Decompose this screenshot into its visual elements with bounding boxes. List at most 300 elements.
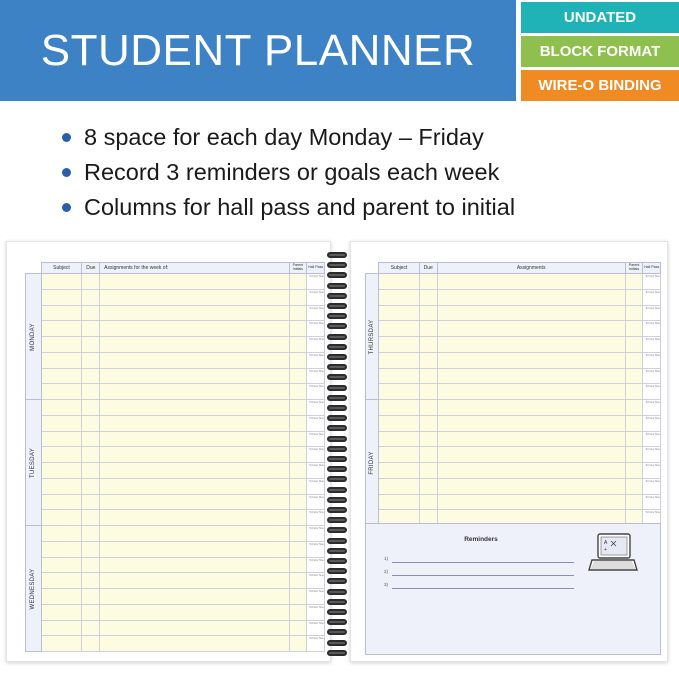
left-assignment-grid <box>25 262 325 652</box>
hall-pass-cell[interactable]: To From Time <box>307 620 325 636</box>
table-row <box>366 352 661 368</box>
svg-text:A: A <box>604 540 608 546</box>
table-row <box>26 620 325 636</box>
parent-initials-cell[interactable] <box>289 368 307 384</box>
assignment-cell[interactable] <box>100 510 289 526</box>
table-row <box>26 463 325 479</box>
assignment-cell[interactable] <box>437 478 625 494</box>
assignment-cell[interactable] <box>100 289 289 305</box>
hall-pass-cell[interactable]: To From Time <box>643 415 661 431</box>
parent-initials-cell[interactable] <box>625 478 643 494</box>
day-label-cell <box>26 526 42 652</box>
parent-initials-header: Parent Initials <box>625 263 643 274</box>
day-label-cell <box>26 400 42 526</box>
hall-pass-cell[interactable]: To From Time <box>643 384 661 400</box>
hall-pass-cell[interactable]: To From Time <box>307 463 325 479</box>
spiral-coil <box>327 364 347 371</box>
parent-initials-cell[interactable] <box>289 463 307 479</box>
due-cell[interactable] <box>419 352 437 368</box>
hall-pass-cell[interactable]: To From Time <box>307 321 325 337</box>
subject-cell[interactable] <box>379 321 420 337</box>
subject-cell[interactable] <box>379 431 420 447</box>
bullet-dot-icon <box>62 203 71 212</box>
spiral-coil <box>327 619 347 626</box>
due-cell[interactable] <box>82 305 100 321</box>
due-cell[interactable] <box>419 447 437 463</box>
subject-cell[interactable] <box>41 636 82 652</box>
due-cell[interactable] <box>82 620 100 636</box>
assignment-cell[interactable] <box>437 321 625 337</box>
due-cell[interactable] <box>82 368 100 384</box>
due-cell[interactable] <box>82 274 100 290</box>
hall-pass-cell[interactable]: To From Time <box>643 447 661 463</box>
subject-cell[interactable] <box>41 478 82 494</box>
table-row <box>366 431 661 447</box>
subject-cell[interactable] <box>41 589 82 605</box>
due-cell[interactable] <box>82 589 100 605</box>
spiral-coil <box>327 293 347 300</box>
due-cell[interactable] <box>82 431 100 447</box>
assignment-cell[interactable] <box>100 463 289 479</box>
due-cell[interactable] <box>82 573 100 589</box>
assignment-cell[interactable] <box>100 494 289 510</box>
due-cell[interactable] <box>419 368 437 384</box>
due-cell[interactable] <box>419 321 437 337</box>
table-row <box>26 368 325 384</box>
subject-cell[interactable] <box>41 447 82 463</box>
spiral-coil <box>327 262 347 269</box>
subject-cell[interactable] <box>41 463 82 479</box>
parent-initials-cell[interactable] <box>289 478 307 494</box>
due-cell[interactable] <box>82 526 100 542</box>
parent-initials-cell[interactable] <box>289 274 307 290</box>
assignment-cell[interactable] <box>100 604 289 620</box>
assignment-cell[interactable] <box>100 274 289 290</box>
subject-cell[interactable] <box>41 368 82 384</box>
hall-pass-cell[interactable]: To From Time <box>307 573 325 589</box>
right-assignment-grid <box>365 262 661 526</box>
subject-cell[interactable] <box>41 541 82 557</box>
parent-initials-cell[interactable] <box>625 415 643 431</box>
hall-pass-cell[interactable]: To From Time <box>643 337 661 353</box>
due-cell[interactable] <box>82 557 100 573</box>
assignment-cell[interactable] <box>100 557 289 573</box>
subject-cell[interactable] <box>41 321 82 337</box>
assignment-cell[interactable] <box>100 447 289 463</box>
due-cell[interactable] <box>82 352 100 368</box>
assignment-cell[interactable] <box>437 289 625 305</box>
due-cell[interactable] <box>82 478 100 494</box>
hall-pass-cell[interactable]: To From Time <box>307 289 325 305</box>
table-row <box>26 447 325 463</box>
parent-initials-cell[interactable] <box>289 510 307 526</box>
assignment-cell[interactable] <box>100 400 289 416</box>
subject-cell[interactable] <box>379 352 420 368</box>
due-cell[interactable] <box>419 463 437 479</box>
hall-pass-cell[interactable]: To From Time <box>643 352 661 368</box>
hall-pass-cell[interactable]: To From Time <box>307 384 325 400</box>
spiral-coil <box>327 374 347 381</box>
assignment-cell[interactable] <box>437 305 625 321</box>
parent-initials-cell[interactable] <box>289 526 307 542</box>
hall-pass-cell[interactable]: To From Time <box>643 510 661 526</box>
assignment-cell[interactable] <box>437 431 625 447</box>
wire-o-spiral-binding <box>327 252 347 664</box>
parent-initials-cell[interactable] <box>625 352 643 368</box>
due-cell[interactable] <box>82 447 100 463</box>
table-row <box>26 305 325 321</box>
reminder-line: 2) <box>384 569 574 577</box>
parent-initials-cell[interactable] <box>625 321 643 337</box>
parent-initials-cell[interactable] <box>289 431 307 447</box>
subject-cell[interactable] <box>379 368 420 384</box>
feature-list <box>58 120 515 225</box>
spiral-coil <box>327 456 347 463</box>
spiral-coil <box>327 629 347 636</box>
parent-initials-cell[interactable] <box>289 589 307 605</box>
subject-cell[interactable] <box>41 573 82 589</box>
assignment-cell[interactable] <box>100 620 289 636</box>
table-row <box>366 415 661 431</box>
assignment-cell[interactable] <box>100 526 289 542</box>
hall-pass-cell[interactable]: To From Time <box>643 494 661 510</box>
parent-initials-cell[interactable] <box>625 431 643 447</box>
tag-undated: UNDATED <box>521 2 679 33</box>
table-row <box>26 274 325 290</box>
table-row <box>366 321 661 337</box>
spiral-coil <box>327 395 347 402</box>
parent-initials-cell[interactable] <box>289 557 307 573</box>
hall-pass-header: Hall Pass <box>307 263 325 274</box>
subject-cell[interactable] <box>379 415 420 431</box>
spiral-coil <box>327 507 347 514</box>
svg-text:+: + <box>604 547 607 553</box>
hall-pass-cell[interactable]: To From Time <box>307 415 325 431</box>
parent-initials-cell[interactable] <box>289 604 307 620</box>
table-row <box>366 384 661 400</box>
subject-cell[interactable] <box>379 400 420 416</box>
subject-cell[interactable] <box>379 384 420 400</box>
parent-initials-cell[interactable] <box>289 321 307 337</box>
table-row <box>26 541 325 557</box>
hall-pass-cell[interactable]: To From Time <box>643 463 661 479</box>
hall-pass-cell[interactable]: To From Time <box>307 447 325 463</box>
due-cell[interactable] <box>82 400 100 416</box>
subject-cell[interactable] <box>41 352 82 368</box>
spiral-coil <box>327 405 347 412</box>
hall-pass-cell[interactable]: To From Time <box>307 352 325 368</box>
parent-initials-cell[interactable] <box>289 305 307 321</box>
hall-pass-cell[interactable]: To From Time <box>643 431 661 447</box>
hall-pass-cell[interactable]: To From Time <box>307 305 325 321</box>
hall-pass-cell[interactable]: To From Time <box>307 400 325 416</box>
table-row <box>366 494 661 510</box>
hall-pass-cell[interactable]: To From Time <box>307 510 325 526</box>
parent-initials-cell[interactable] <box>625 447 643 463</box>
assignment-cell[interactable] <box>100 305 289 321</box>
assignment-cell[interactable] <box>100 636 289 652</box>
parent-initials-cell[interactable] <box>289 494 307 510</box>
day-label-cell <box>366 274 379 400</box>
assignment-cell[interactable] <box>437 415 625 431</box>
spiral-coil <box>327 487 347 494</box>
spiral-coil <box>327 252 347 259</box>
assignment-cell[interactable] <box>437 368 625 384</box>
parent-initials-cell[interactable] <box>289 415 307 431</box>
due-cell[interactable] <box>82 541 100 557</box>
assignment-cell[interactable] <box>437 274 625 290</box>
hall-pass-cell[interactable]: To From Time <box>643 274 661 290</box>
table-row <box>26 494 325 510</box>
spiral-coil <box>327 609 347 616</box>
parent-initials-cell[interactable] <box>289 636 307 652</box>
parent-initials-header: Parent Initials <box>289 263 307 274</box>
spiral-coil <box>327 354 347 361</box>
due-cell[interactable] <box>419 337 437 353</box>
table-row <box>26 415 325 431</box>
parent-initials-cell[interactable] <box>625 400 643 416</box>
due-cell[interactable] <box>82 463 100 479</box>
parent-initials-cell[interactable] <box>625 368 643 384</box>
assignments-header: Assignments for the week of: <box>100 263 289 274</box>
parent-initials-cell[interactable] <box>289 620 307 636</box>
assignment-cell[interactable] <box>437 447 625 463</box>
spiral-coil <box>327 497 347 504</box>
reminders-box <box>365 523 661 655</box>
hall-pass-cell[interactable]: To From Time <box>307 478 325 494</box>
feature-item: Record 3 reminders or goals each week <box>58 155 515 190</box>
spiral-coil <box>327 599 347 606</box>
spiral-coil <box>327 334 347 341</box>
subject-header: Subject <box>379 263 420 274</box>
subject-cell[interactable] <box>41 526 82 542</box>
table-row <box>26 589 325 605</box>
due-cell[interactable] <box>419 384 437 400</box>
table-row <box>366 289 661 305</box>
assignment-cell[interactable] <box>100 415 289 431</box>
due-cell[interactable] <box>419 274 437 290</box>
parent-initials-cell[interactable] <box>625 305 643 321</box>
spiral-coil <box>327 385 347 392</box>
spiral-coil <box>327 303 347 310</box>
spiral-coil <box>327 517 347 524</box>
feature-item: Columns for hall pass and parent to initial <box>58 190 515 225</box>
assignment-cell[interactable] <box>100 352 289 368</box>
spiral-coil <box>327 425 347 432</box>
spiral-coil <box>327 589 347 596</box>
subject-cell[interactable] <box>41 510 82 526</box>
hall-pass-cell[interactable]: To From Time <box>307 589 325 605</box>
table-row <box>26 510 325 526</box>
day-label-cell <box>366 400 379 526</box>
assignment-cell[interactable] <box>100 337 289 353</box>
subject-cell[interactable] <box>41 305 82 321</box>
subject-cell[interactable] <box>41 274 82 290</box>
table-row <box>366 478 661 494</box>
spiral-coil <box>327 476 347 483</box>
assignment-cell[interactable] <box>100 478 289 494</box>
hall-pass-cell[interactable]: To From Time <box>307 274 325 290</box>
parent-initials-cell[interactable] <box>289 447 307 463</box>
spiral-coil <box>327 344 347 351</box>
spiral-coil <box>327 650 347 657</box>
subject-cell[interactable] <box>379 337 420 353</box>
hall-pass-cell[interactable]: To From Time <box>643 400 661 416</box>
table-row <box>26 289 325 305</box>
hall-pass-header: Hall Pass <box>643 263 661 274</box>
hall-pass-cell[interactable]: To From Time <box>307 541 325 557</box>
table-row <box>26 604 325 620</box>
spiral-coil <box>327 640 347 647</box>
subject-cell[interactable] <box>379 447 420 463</box>
assignment-cell[interactable] <box>437 337 625 353</box>
due-cell[interactable] <box>82 604 100 620</box>
table-row <box>26 636 325 652</box>
parent-initials-cell[interactable] <box>625 494 643 510</box>
table-row <box>26 431 325 447</box>
subject-cell[interactable] <box>41 620 82 636</box>
parent-initials-cell[interactable] <box>289 337 307 353</box>
due-cell[interactable] <box>419 305 437 321</box>
assignments-header: Assignments <box>437 263 625 274</box>
parent-initials-cell[interactable] <box>625 289 643 305</box>
table-row <box>26 557 325 573</box>
parent-initials-cell[interactable] <box>625 337 643 353</box>
hall-pass-cell[interactable]: To From Time <box>643 289 661 305</box>
subject-cell[interactable] <box>379 494 420 510</box>
due-cell[interactable] <box>419 400 437 416</box>
assignment-cell[interactable] <box>437 494 625 510</box>
hall-pass-cell[interactable]: To From Time <box>307 604 325 620</box>
hall-pass-cell[interactable]: To From Time <box>307 557 325 573</box>
assignment-cell[interactable] <box>100 321 289 337</box>
assignment-cell[interactable] <box>437 400 625 416</box>
spiral-coil <box>327 272 347 279</box>
due-cell[interactable] <box>419 478 437 494</box>
subject-header: Subject <box>41 263 82 274</box>
subject-cell[interactable] <box>379 274 420 290</box>
subject-cell[interactable] <box>41 604 82 620</box>
spiral-coil <box>327 538 347 545</box>
hall-pass-cell[interactable]: To From Time <box>307 636 325 652</box>
subject-cell[interactable] <box>41 337 82 353</box>
day-label: THURSDAY <box>369 319 376 354</box>
subject-cell[interactable] <box>41 289 82 305</box>
table-row <box>366 337 661 353</box>
grid-corner <box>366 263 379 274</box>
due-cell[interactable] <box>419 494 437 510</box>
hall-pass-cell[interactable]: To From Time <box>307 368 325 384</box>
hall-pass-cell[interactable]: To From Time <box>643 478 661 494</box>
grid-corner <box>26 263 42 274</box>
parent-initials-cell[interactable] <box>289 541 307 557</box>
due-cell[interactable] <box>82 337 100 353</box>
parent-initials-cell[interactable] <box>625 384 643 400</box>
assignment-cell[interactable] <box>100 589 289 605</box>
table-row <box>26 384 325 400</box>
due-cell[interactable] <box>82 384 100 400</box>
due-cell[interactable] <box>82 321 100 337</box>
table-row <box>26 400 325 416</box>
due-header: Due <box>419 263 437 274</box>
spiral-coil <box>327 436 347 443</box>
subject-cell[interactable] <box>379 478 420 494</box>
spiral-coil <box>327 548 347 555</box>
parent-initials-cell[interactable] <box>289 289 307 305</box>
due-cell[interactable] <box>82 415 100 431</box>
subject-cell[interactable] <box>41 400 82 416</box>
hall-pass-cell[interactable]: To From Time <box>307 337 325 353</box>
day-label: TUESDAY <box>30 447 37 478</box>
spiral-coil <box>327 313 347 320</box>
spiral-coil <box>327 446 347 453</box>
subject-cell[interactable] <box>379 305 420 321</box>
planner-left-page <box>6 241 331 662</box>
spiral-coil <box>327 323 347 330</box>
parent-initials-cell[interactable] <box>289 400 307 416</box>
subject-cell[interactable] <box>379 289 420 305</box>
assignment-cell[interactable] <box>100 573 289 589</box>
parent-initials-cell[interactable] <box>289 573 307 589</box>
table-row <box>26 573 325 589</box>
assignment-cell[interactable] <box>100 541 289 557</box>
table-row <box>366 368 661 384</box>
day-label: WEDNESDAY <box>30 568 37 609</box>
day-label: FRIDAY <box>369 450 376 475</box>
hall-pass-cell[interactable]: To From Time <box>307 494 325 510</box>
table-row <box>26 337 325 353</box>
due-cell[interactable] <box>82 636 100 652</box>
subject-cell[interactable] <box>41 431 82 447</box>
table-row <box>366 447 661 463</box>
due-cell[interactable] <box>419 289 437 305</box>
due-cell[interactable] <box>419 415 437 431</box>
assignment-cell[interactable] <box>100 368 289 384</box>
subject-cell[interactable] <box>41 384 82 400</box>
hall-pass-cell[interactable]: To From Time <box>643 305 661 321</box>
bullet-dot-icon <box>62 133 71 142</box>
spiral-coil <box>327 568 347 575</box>
assignment-cell[interactable] <box>437 384 625 400</box>
title-banner <box>0 0 516 101</box>
subject-cell[interactable] <box>41 494 82 510</box>
due-cell[interactable] <box>419 431 437 447</box>
due-cell[interactable] <box>82 494 100 510</box>
hall-pass-cell[interactable]: To From Time <box>643 321 661 337</box>
assignment-cell[interactable] <box>437 352 625 368</box>
reminders-title: Reminders <box>464 536 498 543</box>
hall-pass-cell[interactable]: To From Time <box>307 526 325 542</box>
assignment-cell[interactable] <box>100 384 289 400</box>
due-header: Due <box>82 263 100 274</box>
subject-cell[interactable] <box>41 557 82 573</box>
spiral-coil <box>327 283 347 290</box>
assignment-cell[interactable] <box>437 463 625 479</box>
day-label: MONDAY <box>30 322 37 351</box>
hall-pass-cell[interactable]: To From Time <box>307 431 325 447</box>
parent-initials-cell[interactable] <box>289 352 307 368</box>
table-row <box>366 305 661 321</box>
parent-initials-cell[interactable] <box>625 274 643 290</box>
parent-initials-cell[interactable] <box>625 463 643 479</box>
assignment-cell[interactable] <box>100 431 289 447</box>
parent-initials-cell[interactable] <box>289 384 307 400</box>
hall-pass-cell[interactable]: To From Time <box>643 368 661 384</box>
due-cell[interactable] <box>82 510 100 526</box>
subject-cell[interactable] <box>41 415 82 431</box>
subject-cell[interactable] <box>379 463 420 479</box>
due-cell[interactable] <box>82 289 100 305</box>
